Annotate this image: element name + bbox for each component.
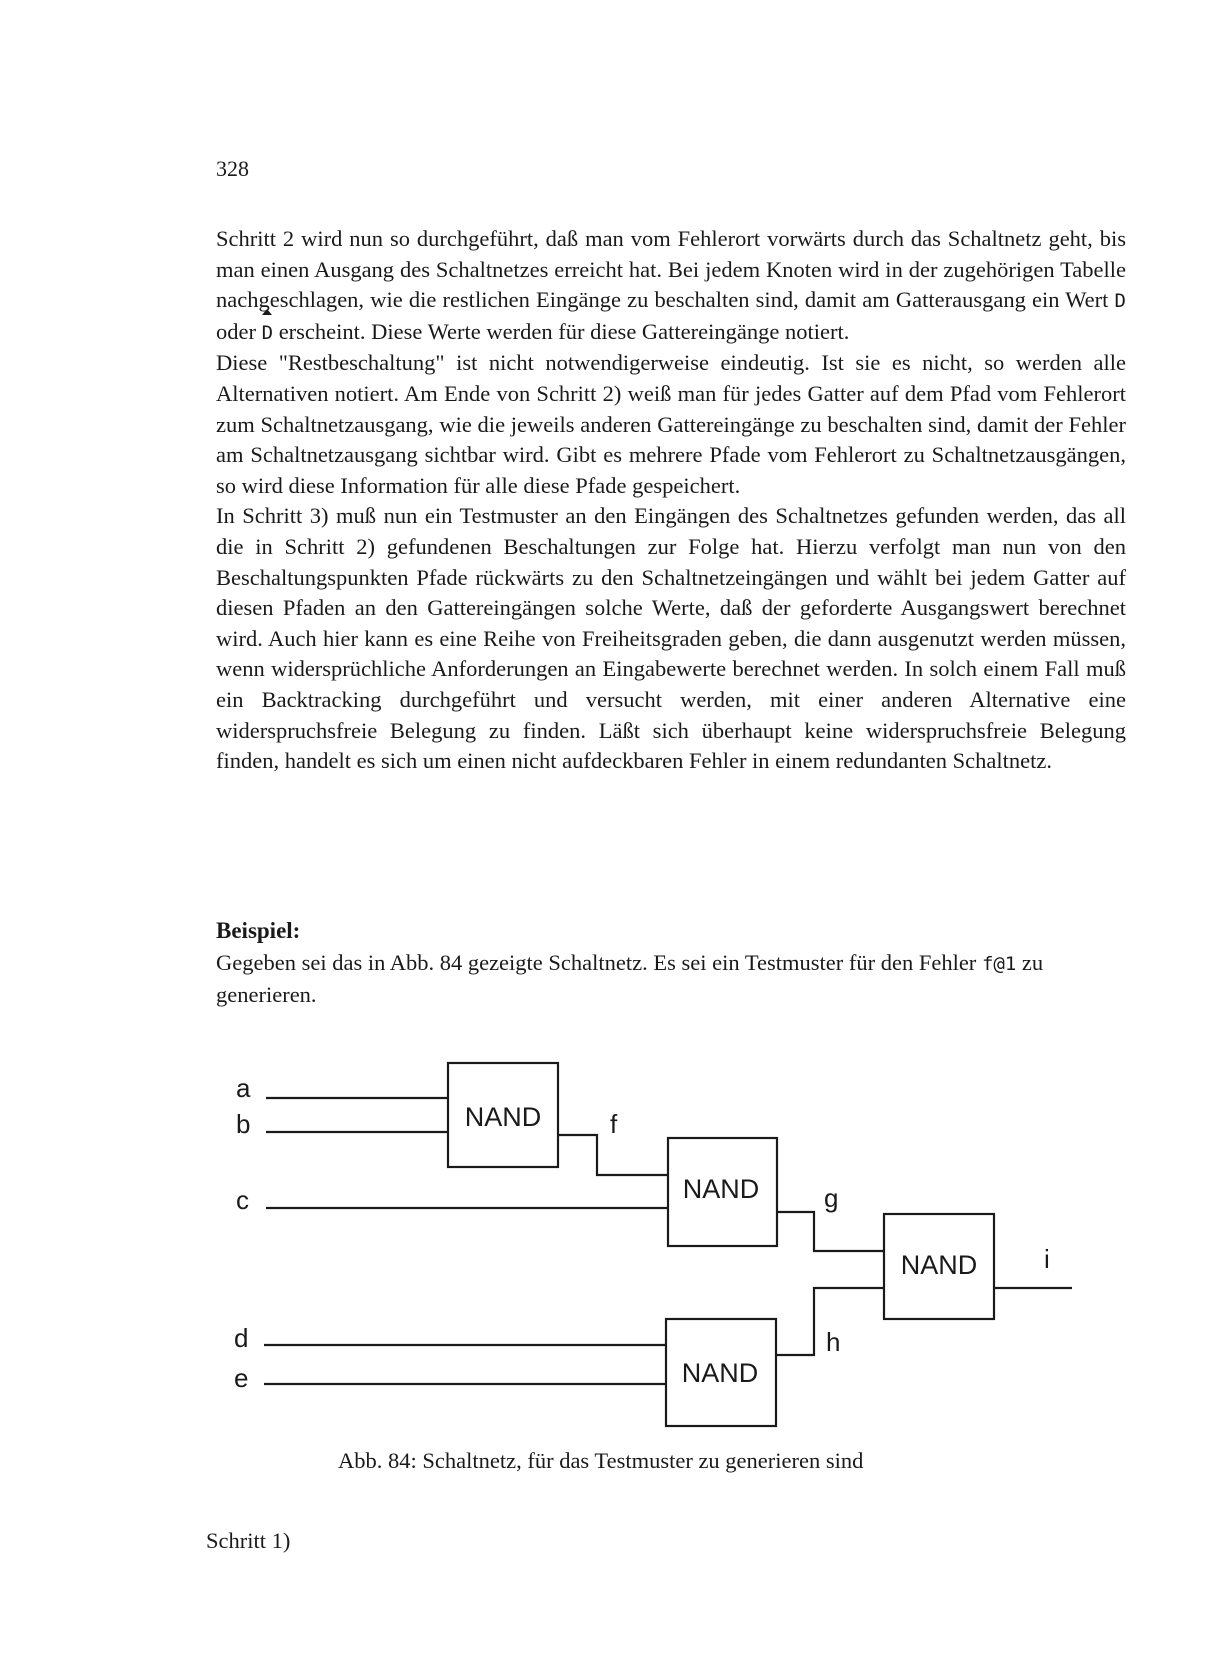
wire-g — [777, 1212, 884, 1251]
signal-label-f: f — [610, 1109, 618, 1139]
wire-f — [558, 1135, 668, 1175]
paragraph-2: Diese "Restbeschaltung" ist nicht notwendigerweise eindeutig. Ist sie es nicht, so werden alle Alternativen notiert. Am Ende von Schritt 2) weiß man für jedes Gatter auf dem Pfad vom Fehlerort zum Schaltnetzausgang, wie die jeweils anderen Gattereingänge zu beschalten sind, damit der Fehler am Schaltnetzausgang sichtbar wird. Gibt es mehrere Pfade vom Fehlerort zu Schaltnetzausgängen, so wird diese Information für alle diese Pfade gespeichert. — [216, 350, 1126, 498]
figure-caption: Abb. 84: Schaltnetz, für das Testmuster zu generieren sind — [338, 1448, 864, 1473]
gate-2-label: NAND — [682, 1174, 760, 1204]
paragraph-3: In Schritt 3) muß nun ein Testmuster an den Eingängen des Schaltnetzes gefunden werden, das all die in Schritt 2) gefundenen Beschaltungen zur Folge hat. Hierzu verfolgt man nun von den Beschaltungspunkten Pfade rückwärts zu den Schaltnetzeingängen und wählt bei jedem Gatter auf diesen Pfaden an den Gattereingängen solche Werte, daß der geforderte Ausgangswert berechnet wird. Auch hier kann es eine Reihe von Freiheitsgraden geben, die dann ausgenutzt werden müssen, wenn widersprüchliche Anforderungen an Eingabewerte berechnet werden. In solch einem Fall muß ein Backtracking durchgeführt und versucht werden, mit einer anderen Alternative eine widerspruchsfreie Belegung zu finden. Läßt sich überhaupt keine widerspruchsfreie Belegung finden, handelt es sich um einen nicht aufdeckbaren Fehler in einem redundanten Schaltnetz. — [216, 503, 1126, 774]
example-text-end: zu generieren. — [216, 950, 1044, 1007]
fault-code: f@1 — [981, 953, 1017, 975]
input-label-d: d — [234, 1323, 249, 1353]
gate-3-label: NAND — [900, 1250, 978, 1280]
signal-label-g: g — [824, 1183, 839, 1213]
example-heading: Beispiel: — [216, 918, 301, 943]
signal-label-h: h — [826, 1327, 841, 1357]
input-label-a: a — [236, 1073, 251, 1103]
signal-label-i: i — [1044, 1244, 1050, 1274]
page-number: 328 — [216, 156, 249, 181]
input-label-e: e — [234, 1363, 249, 1393]
gate-1-label: NAND — [464, 1102, 542, 1132]
paragraph-1-text: Schritt 2 wird nun so durchgeführt, daß man vom Fehlerort vorwärts durch das Schaltnetz geht, bis man einen Ausgang des Schaltnetzes erreicht hat. Bei jedem Knoten wird in der zugehörigen Tabelle nachgeschlagen, wie die restlichen Eingänge zu beschalten sind, damit am Gatterausgang ein Wert — [216, 226, 1126, 313]
paragraph-1-end: erscheint. Diese Werte werden für diese Gattereingänge notiert. — [273, 318, 850, 344]
input-label-b: b — [236, 1109, 251, 1139]
d-hat-symbol: D — [262, 318, 273, 349]
gate-4-label: NAND — [681, 1358, 759, 1388]
paragraph-1-between: oder — [216, 318, 262, 344]
d-symbol: D — [1114, 290, 1126, 313]
example-text-start: Gegeben sei das in Abb. 84 gezeigte Schaltnetz. Es sei ein Testmuster für den Fehler — [216, 950, 982, 975]
input-label-c: c — [236, 1185, 249, 1215]
step-label: Schritt 1) — [206, 1528, 291, 1553]
